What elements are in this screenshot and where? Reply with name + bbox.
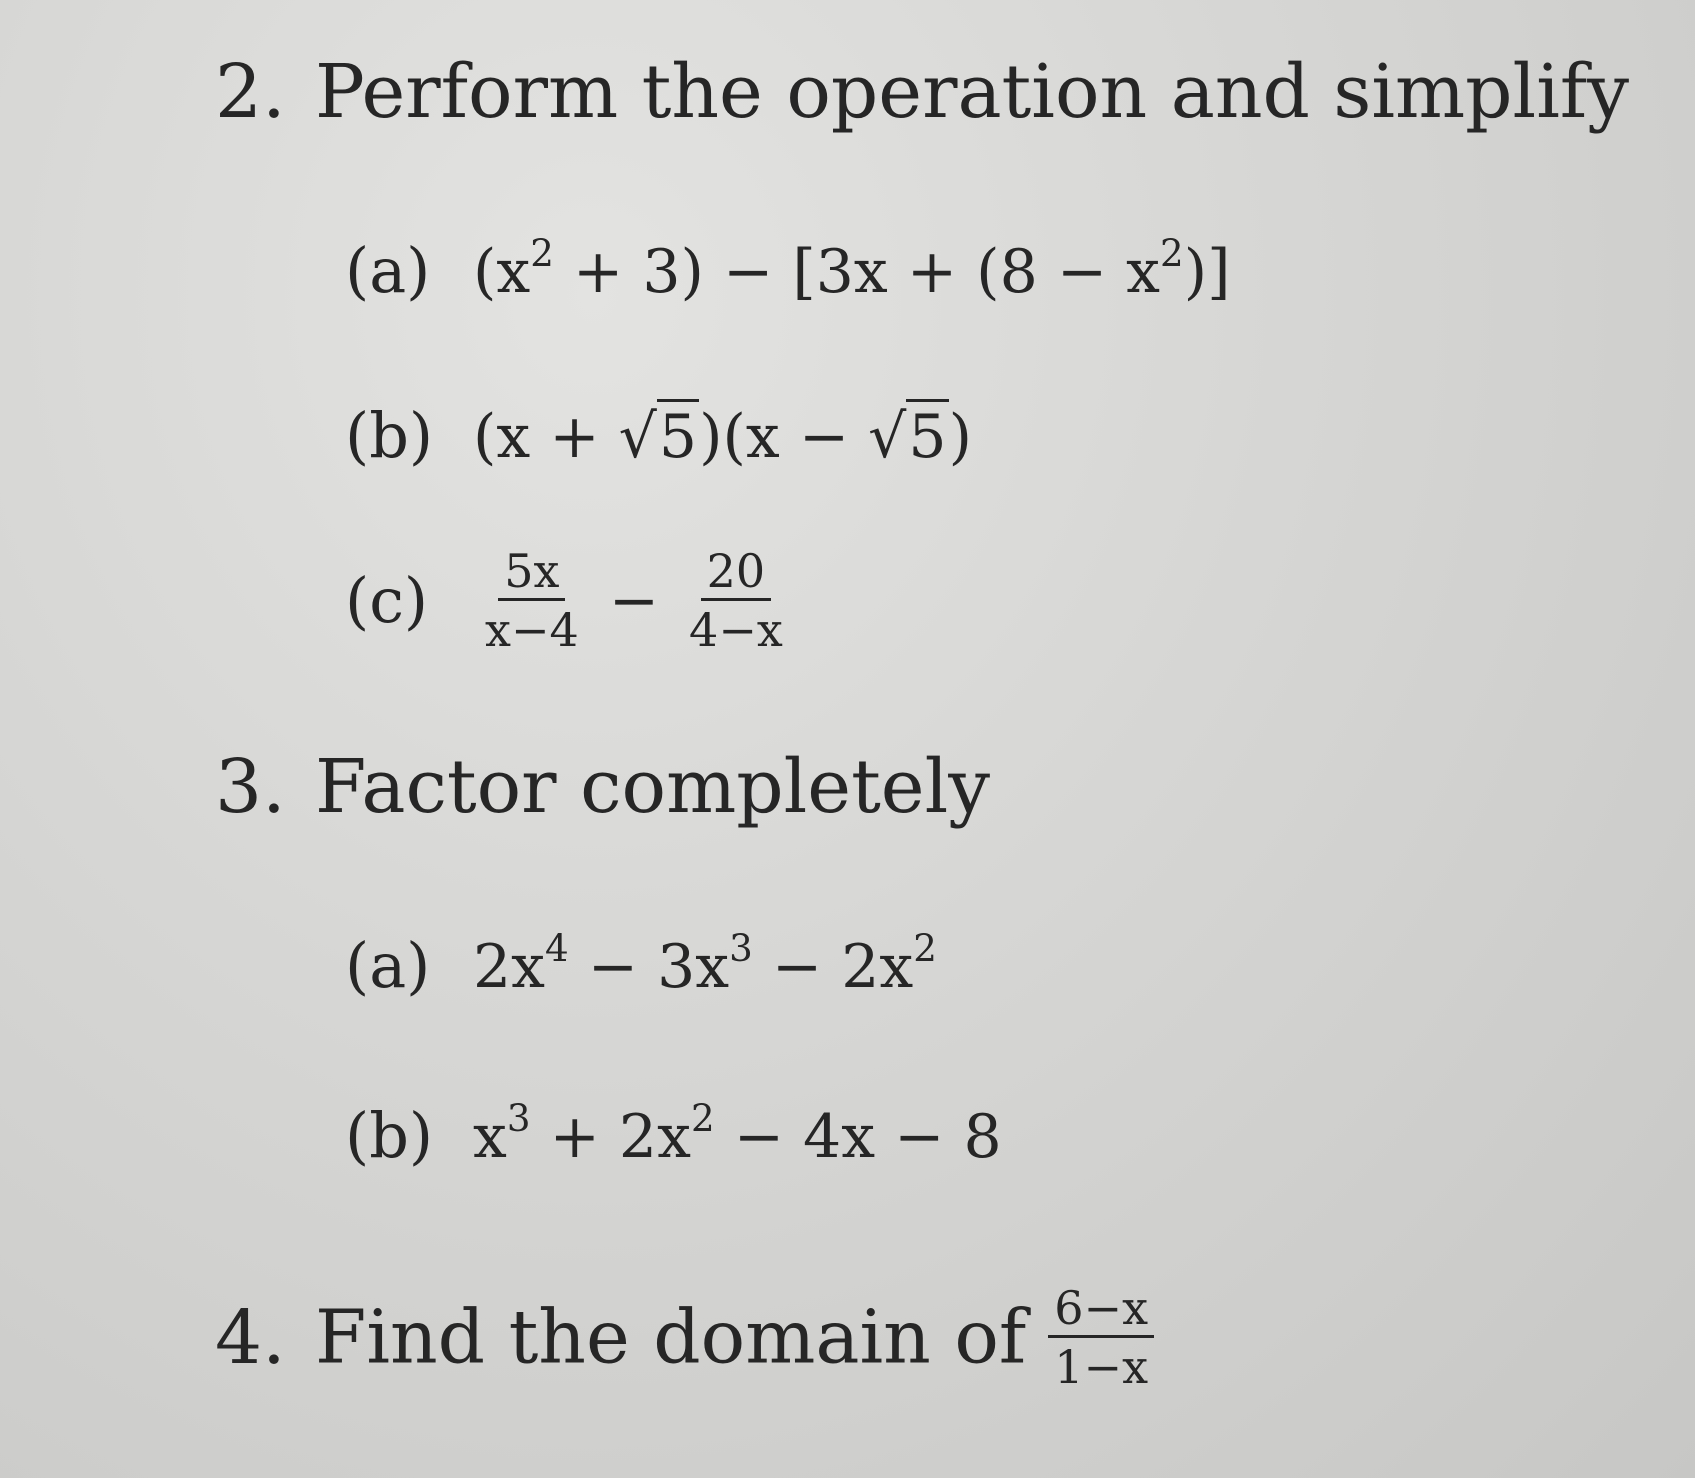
problem-2-number: 2. xyxy=(215,49,286,135)
problem-3-number: 3. xyxy=(215,744,286,830)
expr-term: 2x xyxy=(473,932,546,1002)
fraction-numerator: 6−x xyxy=(1048,1285,1154,1338)
expr-term: (x + xyxy=(473,402,619,472)
expr-term: − 3x xyxy=(568,932,730,1002)
exponent: 3 xyxy=(506,1095,531,1140)
problem-4-instruction: Find the domain of xyxy=(315,1294,1027,1381)
expr-term: )] xyxy=(1183,237,1231,307)
fraction-denominator: x−4 xyxy=(485,603,579,657)
expr-term: x xyxy=(473,1102,507,1172)
problem-3a xyxy=(345,925,937,1002)
problem-3b-expression xyxy=(473,1095,1002,1172)
expr-term: (x xyxy=(473,237,531,307)
minus-operator: − xyxy=(608,565,660,636)
problem-2b xyxy=(345,399,973,472)
exponent: 2 xyxy=(690,1095,715,1140)
domain-fraction xyxy=(1048,1281,1154,1394)
expr-term: − 4x − 8 xyxy=(714,1102,1002,1172)
sqrt-icon: √ xyxy=(618,402,657,472)
fraction-denominator: 1−x xyxy=(1054,1340,1149,1394)
radicand: 5 xyxy=(906,399,948,472)
fraction-denominator: 4−x xyxy=(689,603,783,657)
problem-3a-label: (a) xyxy=(345,929,431,1002)
expr-term: + 2x xyxy=(530,1102,691,1172)
problem-3a-expression xyxy=(473,925,937,1002)
problem-3-heading xyxy=(215,744,991,830)
fraction-1 xyxy=(479,544,585,657)
problem-3b-label: (b) xyxy=(345,1099,434,1172)
exponent: 3 xyxy=(729,925,753,970)
problem-2a xyxy=(345,230,1231,307)
problem-3b xyxy=(345,1095,1002,1172)
exponent: 2 xyxy=(530,230,554,275)
sqrt-icon: √ xyxy=(868,402,907,472)
radicand: 5 xyxy=(657,399,699,472)
fraction-numerator: 5x xyxy=(498,548,565,601)
exponent: 2 xyxy=(913,925,937,970)
expr-term: + 3) − [3x + (8 − x xyxy=(553,237,1161,307)
problem-2c-label: (c) xyxy=(345,563,429,637)
fraction-numerator: 20 xyxy=(701,548,772,601)
expr-term: − 2x xyxy=(752,932,914,1002)
problem-2b-expression xyxy=(473,399,972,472)
problem-2a-label: (a) xyxy=(345,234,431,307)
problem-2a-expression xyxy=(473,230,1231,307)
problem-2c xyxy=(345,544,795,657)
problem-4-number: 4. xyxy=(215,1294,286,1381)
fraction-2 xyxy=(683,544,789,657)
problem-2-instruction: Perform the operation and simplify xyxy=(315,49,1630,135)
problem-2-heading xyxy=(215,49,1630,135)
problem-3-instruction: Factor completely xyxy=(315,744,991,830)
expr-term: ) xyxy=(948,402,973,472)
problem-2b-label: (b) xyxy=(345,399,434,472)
expr-term: )(x − xyxy=(699,402,869,472)
exponent: 2 xyxy=(1160,230,1184,275)
problem-4 xyxy=(215,1281,1160,1394)
exponent: 4 xyxy=(545,925,569,970)
